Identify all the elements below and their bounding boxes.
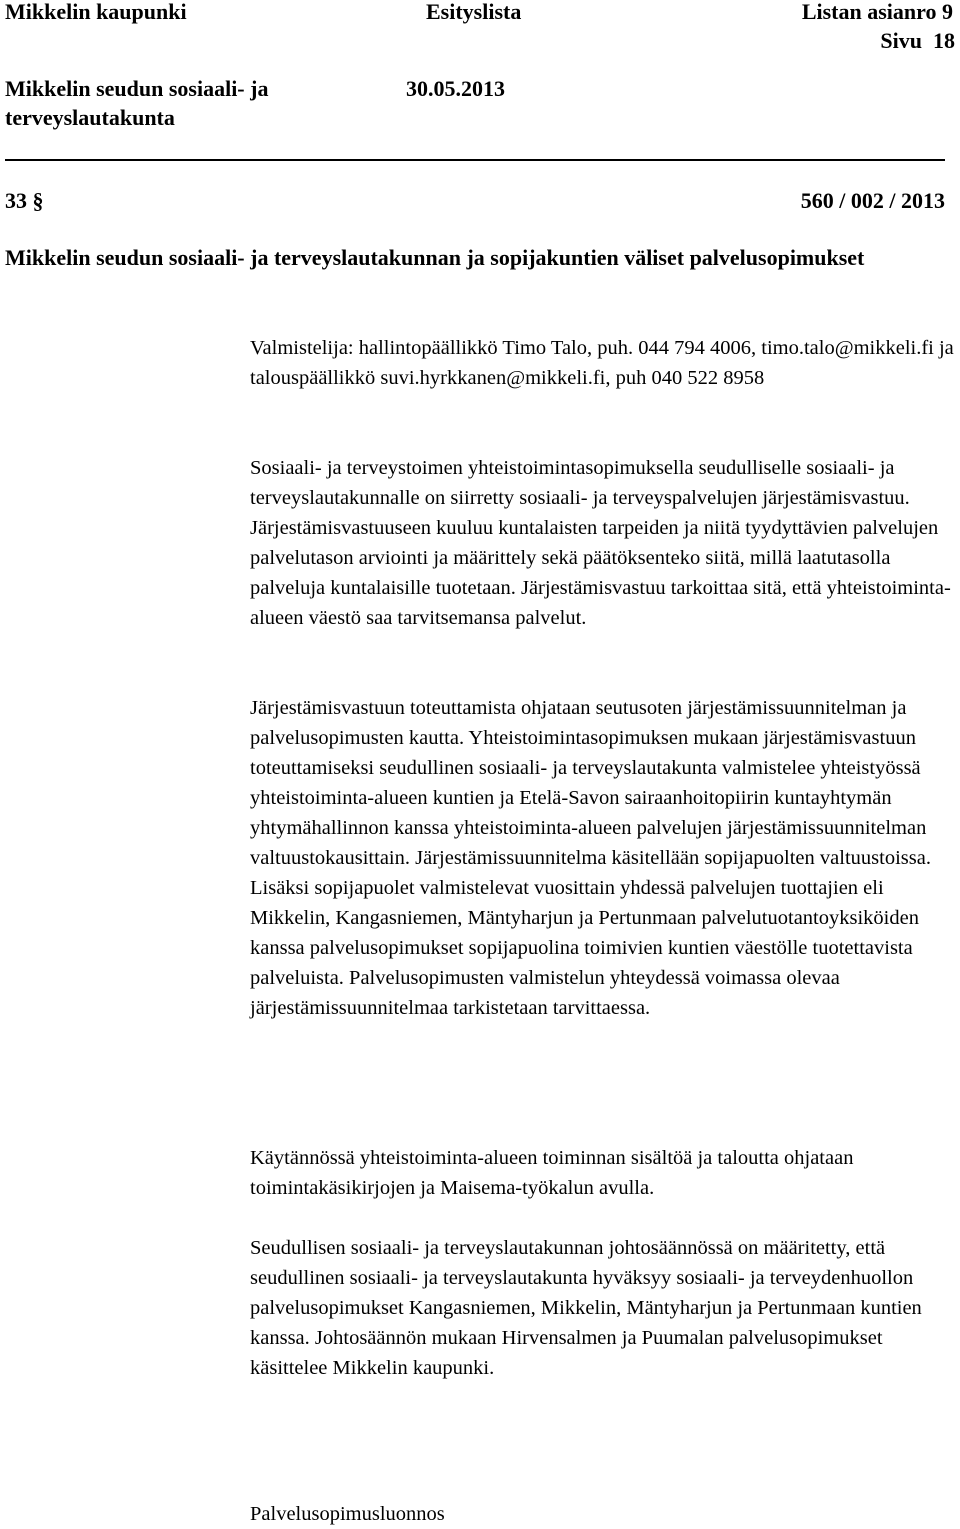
document-type: Esityslista [426,0,522,24]
attachment-text: Palvelusopimusluonnos [250,1503,445,1525]
paragraph-text: Sosiaali- ja terveystoimen yhteistoimintasopimuksella seudulliselle sosiaali- ja terveyslautakunnalle on siirretty sosiaali- ja terveyspalvelujen järjestämisvastuu. Järjestämisvastuuseen kuuluu kuntalaisten tarpeiden ja niitä tyydyttävien palvelujen palvelutason arviointi ja määrittely sekä päätöksenteko siitä, millä laatutasolla palveluja kuntalaisille tuotetaan. Järjestämisvastuu tarkoittaa sitä, että yhteistoiminta-alueen väestö saa tarvitsemansa palvelut. [250,457,951,629]
organization-name: Mikkelin kaupunki [5,0,187,24]
item-number: Listan asianro 9 [801,0,953,24]
section-number: 33 [5,188,27,213]
body-paragraph-4 [250,1233,955,1383]
page-number: Sivu 18 [880,28,955,53]
section-reference: 560 / 002 / 2013 [800,188,945,213]
body-paragraph-1 [250,453,955,633]
preparer-text: Valmistelija: hallintopäällikkö Timo Talo, puh. 044 794 4006, timo.talo@mikkeli.fi ja talouspäällikkö suvi.hyrkkanen@mikkeli.fi, puh 040 522 8958 [250,337,954,389]
attachment-label [250,1499,955,1529]
paragraph-text: Järjestämisvastuun toteuttamista ohjataan seutusoten järjestämissuunnitelman ja palvelusopimusten kautta. Yhteistoimintasopimuksen mukaan järjestämisvastuun toteuttamiseksi seudullinen sosiaali- ja terveyslautakunta valmistelee yhteistyössä yhteistoiminta-alueen kuntien ja Etelä-Savon sairaanhoitopiirin kuntayhtymän yhtymähallinnon kanssa yhteistoiminta-alueen palvelujen järjestämissuunnitelman valtuustokausittain. Järjestämissuunnitelma käsitellään sopijapuolten valtuustoissa. Lisäksi sopijapuolet valmistelevat vuosittain yhdessä palvelujen tuottajien eli Mikkelin, Kangasniemen, Mäntyharjun ja Pertunmaan palvelutuotantoyksiköiden kanssa palvelusopimukset sopijapuolina toimivien kuntien väestölle tuotettavista palveluista. Palvelusopimusten valmistelun yhteydessä voimassa olevaa järjestämissuunnitelmaa tarkistetaan tarvittaessa. [250,697,931,1019]
committee-name-line2: terveyslautakunta [5,105,175,130]
header-divider [5,159,945,161]
body-paragraph-3 [250,1143,955,1203]
meeting-date: 30.05.2013 [406,76,505,101]
body-paragraph-2 [250,693,955,1023]
paragraph-text: Seudullisen sosiaali- ja terveyslautakunnan johtosäännössä on määritetty, että seudullinen sosiaali- ja terveyslautakunta hyväksyy sosiaali- ja terveydenhuollon palvelusopimukset Kangasniemen, Mikkelin, Mäntyharjun ja Pertunmaan kuntien kanssa. Johtosäännön mukaan Hirvensalmen ja Puumalan palvelusopimukset käsittelee Mikkelin kaupunki. [250,1237,922,1379]
paragraph-text: Käytännössä yhteistoiminta-alueen toiminnan sisältöä ja taloutta ohjataan toimintakäsikirjojen ja Maisema-työkalun avulla. [250,1147,854,1199]
section-sign: § [32,188,44,213]
section-number-line [5,187,44,215]
preparer-info [250,333,955,393]
committee-name-line1: Mikkelin seudun sosiaali- ja [5,76,269,101]
section-title: Mikkelin seudun sosiaali- ja terveyslautakunnan ja sopijakuntien väliset palvelusopimukset [5,245,865,270]
